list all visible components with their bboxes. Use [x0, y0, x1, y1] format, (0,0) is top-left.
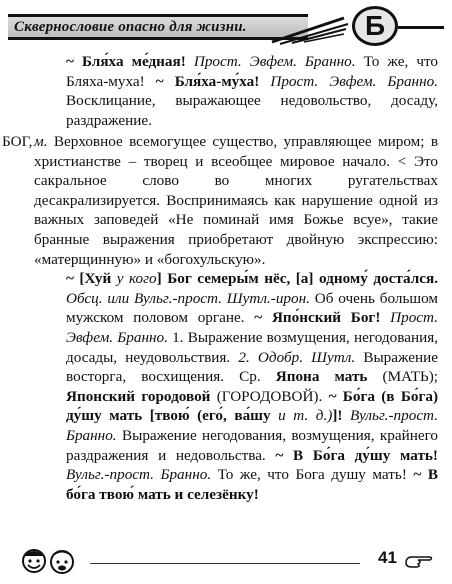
- idiom-blyakha-mednaya: ~ Бля́ха ме́дная! Прост. Эвфем. Бранно. То же, что Бляха-муха! ~ Бля́ха-му́ха! Прост. Эвфем. Бранно. Восклицание, выражающее недовольство, досаду, раздражение.: [66, 53, 439, 129]
- running-title: Сквернословие опасно для жизни.: [14, 19, 247, 35]
- continued-entry: [34, 52, 438, 130]
- entry-definition: м. Верховное всемогущее существо, управляющее миром; в христианстве – творец и всеобщее мировое начало. < Это сакральное слово во многих ругательствах десакрализируется. Воспринимаясь как нарушение одной из важных заповедей «Не поминай имя Божье всуе», такие бранные выражения приобретают двойную экспрессию: «матерщинную» и «богохульскую».: [34, 133, 438, 268]
- section-letter: Б: [364, 10, 386, 41]
- page-number: 41: [378, 548, 397, 567]
- section-letter-badge: [352, 6, 398, 46]
- dictionary-entry-bog: [2, 132, 439, 504]
- brush-strokes-decoration: [270, 12, 350, 46]
- entry-lemma: БОГ,: [2, 133, 33, 150]
- pointing-hand-icon: [404, 554, 434, 570]
- running-header: [8, 10, 444, 44]
- header-rule: [398, 26, 444, 29]
- faces-icon: [20, 546, 84, 576]
- page-footer: [0, 546, 452, 576]
- footer-rule: [90, 563, 360, 564]
- idiom-bog-semerym: ~ [Хуй у кого] Бог семеры́м нёс, [а] одному́ доста́лся. Обсц. или Вульг.-прост. Шутл.-ирон. Об очень большом мужском половом органе. ~ Япо́нский Бог! Прост. Эвфем. Бранно. 1. Выражение возмущения, негодования, досады, неудовольствия. 2. Одобр. Шутл. Выражение восторга, восхищения. Ср. Япона мать (МАТЬ); Японский городовой (ГОРОДОВОЙ). ~ Бо́га (в Бо́га) ду́шу мать [твою́ (его́, ва́шу и т. д.)]! Вульг.-прост. Бранно. Выражение негодования, возмущения, крайнего раздражения и недовольства. ~ В Бо́га ду́шу мать! Вульг.-прост. Бранно. То же, что Бога душу мать! ~ В бо́га твою́ мать и селезёнку!: [66, 270, 439, 503]
